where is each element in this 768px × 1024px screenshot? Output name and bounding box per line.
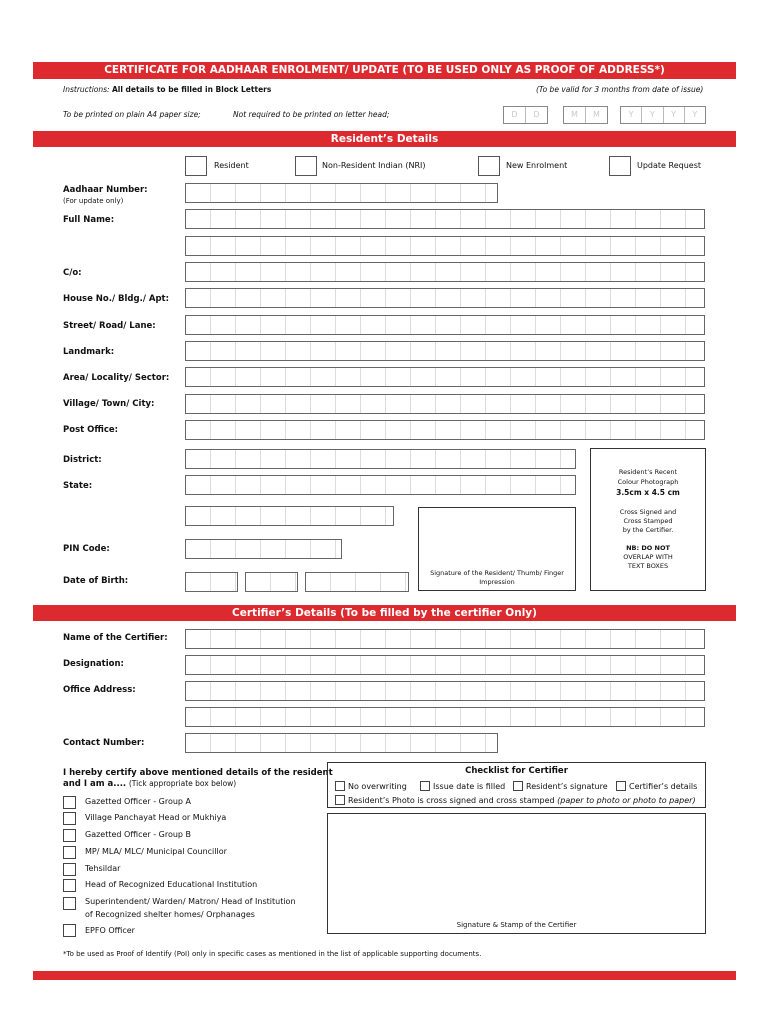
role-checkbox-tehsildar[interactable] [63, 863, 76, 876]
role-gazetted-a: Gazetted Officer - Group A [85, 797, 192, 806]
role-educational-head: Head of Recognized Educational Institution [85, 880, 258, 889]
full-name-label: Full Name: [63, 215, 115, 225]
village-label: Village/ Town/ City: [63, 399, 155, 409]
new-enrolment-label: New Enrolment [506, 161, 568, 170]
photo-cross-2: Cross Stamped [623, 517, 673, 525]
area-label: Area/ Locality/ Sector: [63, 373, 170, 383]
role-tehsildar: Tehsildar [85, 864, 121, 873]
resident-section-bar [33, 131, 736, 147]
nri-checkbox[interactable] [295, 156, 317, 176]
contact-number-label: Contact Number: [63, 738, 145, 748]
checklist-no-overwriting: No overwriting [348, 782, 407, 791]
dob-day-field[interactable] [185, 572, 238, 592]
certifier-section-title: Certifier’s Details (To be filled by the certifier Only) [232, 607, 537, 619]
resident-signature-caption: Signature of the Resident/ Thumb/ Finger Impression [430, 569, 564, 586]
role-epfo: EPFO Officer [85, 926, 135, 935]
bottom-bar [33, 971, 736, 980]
issue-date-month[interactable]: M M [563, 106, 608, 124]
district-label: District: [63, 455, 102, 465]
paper-note: To be printed on plain A4 paper size; [63, 110, 201, 119]
role-superintendent: Superintendent/ Warden/ Matron/ Head of Institution [85, 897, 296, 906]
street-field[interactable] [185, 315, 705, 335]
photo-nb-3: TEXT BOXES [627, 562, 669, 570]
role-superintendent-extra: of Recognized shelter homes/ Orphanages [85, 910, 255, 919]
nri-option-label: Non-Resident Indian (NRI) [322, 161, 426, 170]
full-name-field-2[interactable] [185, 236, 705, 256]
checklist-checkbox-issue-date[interactable] [420, 781, 430, 791]
certifier-name-label: Name of the Certifier: [63, 633, 168, 643]
role-checkbox-epfo[interactable] [63, 924, 76, 937]
photo-line-2: Colour Photograph [617, 478, 679, 486]
role-mp-mla: MP/ MLA/ MLC/ Municipal Councillor [85, 847, 227, 856]
certify-line-1: I hereby certify above mentioned details of the resident [63, 768, 333, 778]
role-checkbox-gazetted-a[interactable] [63, 796, 76, 809]
certifier-signature-box[interactable] [327, 813, 706, 934]
resident-option-label: Resident [214, 161, 249, 170]
photo-line-1: Resident’s Recent [618, 468, 678, 476]
photo-cross-1: Cross Signed and [619, 508, 677, 516]
street-label: Street/ Road/ Lane: [63, 321, 156, 331]
certifier-section-bar [33, 605, 736, 621]
village-field[interactable] [185, 394, 705, 414]
new-enrolment-checkbox[interactable] [478, 156, 500, 176]
dob-year-field[interactable] [305, 572, 409, 592]
validity-note: (To be valid for 3 months from date of issue) [536, 85, 704, 94]
dob-label: Date of Birth: [63, 576, 129, 586]
aadhaar-label: Aadhaar Number: [63, 185, 148, 195]
dob-month-field[interactable] [245, 572, 298, 592]
certify-line-2: and I am a.... (Tick appropriate box below) [63, 779, 237, 789]
checklist-checkbox-no-overwriting[interactable] [335, 781, 345, 791]
pin-field[interactable] [185, 539, 342, 559]
role-gazetted-b: Gazetted Officer - Group B [85, 830, 192, 839]
checklist-resident-signature: Resident’s signature [526, 782, 608, 791]
checklist-checkbox-photo[interactable] [335, 795, 345, 805]
office-address-field-1[interactable] [185, 681, 705, 701]
house-field[interactable] [185, 288, 705, 308]
issue-date-year[interactable]: Y Y Y Y [620, 106, 706, 124]
checklist-certifier-details: Certifier’s details [629, 782, 698, 791]
role-checkbox-gazetted-b[interactable] [63, 829, 76, 842]
role-panchayat: Village Panchayat Head or Mukhiya [85, 813, 227, 822]
house-label: House No./ Bldg./ Apt: [63, 294, 170, 304]
checklist-issue-date: Issue date is filled [433, 782, 506, 791]
pin-label: PIN Code: [63, 544, 110, 554]
landmark-label: Landmark: [63, 347, 115, 357]
state-field-2[interactable] [185, 506, 394, 526]
designation-label: Designation: [63, 659, 124, 669]
aadhaar-number-field[interactable] [185, 183, 498, 203]
co-field[interactable] [185, 262, 705, 282]
full-name-field-1[interactable] [185, 209, 705, 229]
issue-date-day[interactable]: D D [503, 106, 548, 124]
resident-section-title: Resident’s Details [330, 133, 439, 145]
post-office-field[interactable] [185, 420, 705, 440]
aadhaar-sublabel: (For update only) [63, 197, 124, 205]
instructions: Instructions: All details to be filled in Block Letters [63, 85, 272, 94]
district-field[interactable] [185, 449, 576, 469]
office-address-label: Office Address: [63, 685, 136, 695]
role-checkbox-mp-mla[interactable] [63, 846, 76, 859]
checklist-photo: Resident’s Photo is cross signed and cross stamped (paper to photo or photo to paper) [348, 796, 696, 805]
form-title-bar [33, 62, 736, 79]
designation-field[interactable] [185, 655, 705, 675]
update-request-checkbox[interactable] [609, 156, 631, 176]
landmark-field[interactable] [185, 341, 705, 361]
resident-signature-box[interactable] [418, 507, 576, 591]
area-field[interactable] [185, 367, 705, 387]
photo-cross-3: by the Certifier. [622, 526, 674, 534]
post-office-label: Post Office: [63, 425, 119, 435]
update-request-label: Update Request [637, 161, 702, 170]
state-label: State: [63, 481, 93, 491]
letterhead-note: Not required to be printed on letter head; [233, 110, 390, 119]
photo-nb-2: OVERLAP WITH [623, 553, 673, 561]
checklist-checkbox-resident-signature[interactable] [513, 781, 523, 791]
checklist-box [327, 762, 706, 808]
photo-box[interactable] [590, 448, 706, 591]
certifier-name-field[interactable] [185, 629, 705, 649]
role-checkbox-educational-head[interactable] [63, 879, 76, 892]
state-field-1[interactable] [185, 475, 576, 495]
contact-number-field[interactable] [185, 733, 498, 753]
role-checkbox-panchayat[interactable] [63, 812, 76, 825]
certifier-signature-caption: Signature & Stamp of the Certifier [456, 921, 577, 929]
co-label: C/o: [63, 268, 82, 278]
checklist-title: Checklist for Certifier [465, 766, 568, 776]
resident-checkbox[interactable] [185, 156, 207, 176]
office-address-field-2[interactable] [185, 707, 705, 727]
photo-nb-1: NB: DO NOT [626, 544, 670, 552]
role-checkbox-superintendent[interactable] [63, 897, 76, 910]
checklist-checkbox-certifier-details[interactable] [616, 781, 626, 791]
photo-size: 3.5cm x 4.5 cm [616, 488, 680, 497]
form-title: CERTIFICATE FOR AADHAAR ENROLMENT/ UPDATE (TO BE USED ONLY AS PROOF OF ADDRESS*) [104, 64, 665, 76]
footnote: *To be used as Proof of Identify (PoI) only in specific cases as mentioned in the list of applicable supporting documents. [63, 950, 482, 958]
